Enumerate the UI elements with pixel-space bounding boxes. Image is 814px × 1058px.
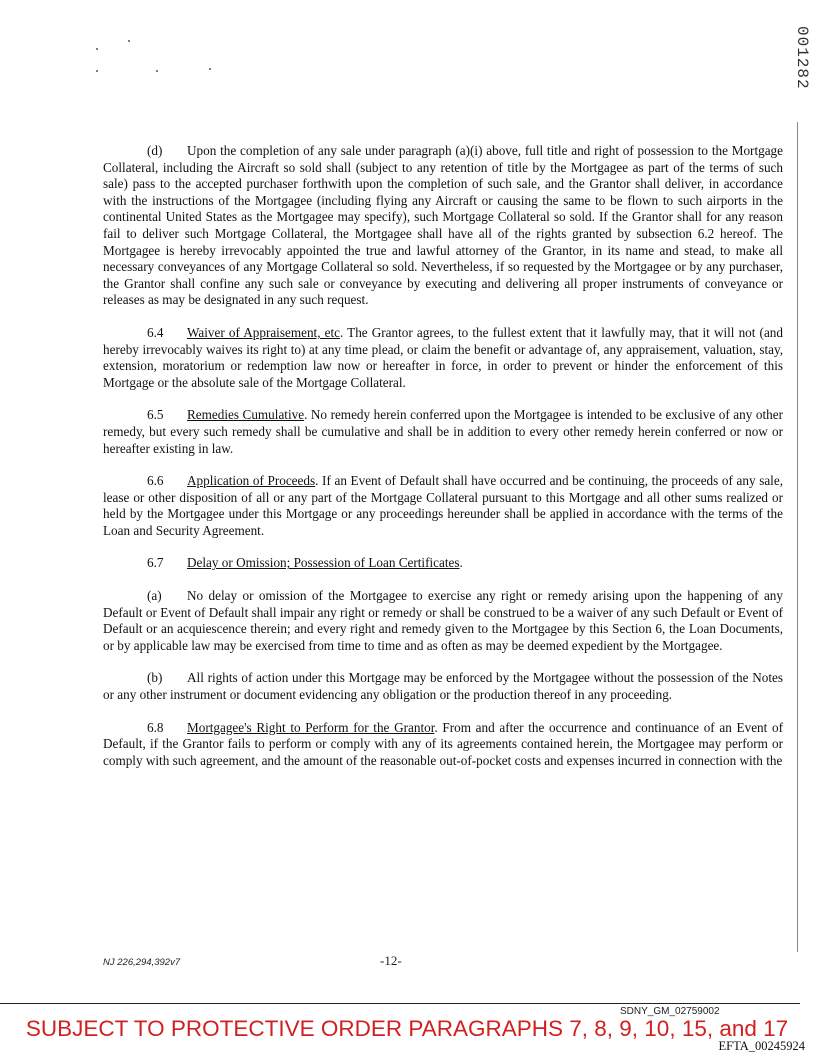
paragraph-b bbox=[103, 670, 783, 703]
paragraph-number: (a) bbox=[147, 588, 162, 604]
section-text: . The Grantor agrees, to the fullest extent that it lawfully may, that it will not (and hereby irrevocably waives its right to) at any time plead, or claim the benefit or advantage of, any appraisement, valuation, stay, extension, moratorium or redemption law now or hereafter in force, in order to prevent or hinder the enforcement of this Mortgage or the absolute sale of the Mortgage Collateral. bbox=[103, 324, 783, 390]
footer-rule bbox=[0, 1003, 800, 1004]
section-number: 6.8 bbox=[147, 719, 164, 735]
protective-order-notice: SUBJECT TO PROTECTIVE ORDER PARAGRAPHS 7, 8, 9, 10, 15, and 17 bbox=[25, 1016, 789, 1041]
section-title: Delay or Omission; Possession of Loan Certificates bbox=[187, 555, 460, 571]
efta-number: EFTA_00245924 bbox=[718, 1039, 805, 1053]
margin-rule bbox=[797, 122, 798, 952]
section-text: . If an Event of Default shall have occurred and be continuing, the proceeds of any sale, lease or other disposition of all or any part of the Mortgage Collateral pursuant to this Mortgage and all other sums realized or held by the Mortgagee under this Mortgage or any proceedings hereunder shall be applied in accordance with the terms of the Loan and Security Agreement. bbox=[103, 473, 783, 538]
scan-speck bbox=[96, 70, 98, 72]
section-6-7 bbox=[103, 555, 783, 572]
document-body bbox=[103, 143, 783, 785]
section-text: . From and after the occurrence and continuance of an Event of Default, if the Grantor fails to perform or comply with any of its agreements contained herein, the Mortgagee may perform or comply with such agreement, and the amount of the reasonable out-of-pocket costs and expenses incurred in connection with the bbox=[103, 719, 783, 768]
paragraph-text: Upon the completion of any sale under paragraph (a)(i) above, full title and right of possession to the Mortgage Collateral, including the Aircraft so sold shall (subject to any retention of title by the Mortgagee as part of the terms of such sale) pass to the accepted purchaser forthwith upon the completion of such sale, and the Grantor shall deliver, in accordance with the instructions of the Mortgagee (including flying any Aircraft or causing the same to be flown to such airports in the continental United States as the Mortgagee may specify), such Mortgage Collateral so sold. If the Grantor shall for any reason fail to deliver such Mortgage Collateral, the Mortgagee shall have all of the rights granted by subsection 6.2 hereof. The Mortgagee is hereby irrevocably appointed the true and lawful attorney of the Grantor, in its name and stead, to make all necessary conveyances of any Mortgage Collateral so sold. Nevertheless, if so requested by the Mortgagee or by any purchaser, the Grantor shall confine any such sale or conveyance by executing and delivering all proper instruments of conveyance or releases as may be designated in any such request. bbox=[103, 143, 783, 308]
paragraph-text: All rights of action under this Mortgage may be enforced by the Mortgagee without the possession of the Notes or any other instrument or document evidencing any obligation or the production thereof in any proceeding. bbox=[103, 670, 783, 703]
paragraph-number: (b) bbox=[147, 670, 163, 686]
section-number: 6.4 bbox=[147, 324, 164, 340]
paragraph-d bbox=[103, 143, 783, 309]
section-title: Application of Proceeds bbox=[187, 473, 316, 489]
section-number: 6.7 bbox=[147, 555, 164, 571]
bates-stamp-bottom: SDNY_GM_02759002 bbox=[620, 1006, 720, 1017]
section-title: Remedies Cumulative bbox=[187, 407, 305, 423]
section-6-4 bbox=[103, 325, 783, 391]
section-6-8 bbox=[103, 720, 783, 770]
paragraph-text: No delay or omission of the Mortgagee to exercise any right or remedy arising upon the happening of any Default or Event of Default shall impair any right or remedy or shall be construed to be a waiver of any such Default or Event of Default or an acquiescence therein; and every right and remedy given to the Mortgagee by this Section 6, the Loan Documents, or by applicable law may be exercised from time to time and as often as may be deemed expedient by the Mortgagee. bbox=[103, 588, 783, 653]
scan-speck bbox=[156, 70, 158, 72]
section-title: Waiver of Appraisement, etc bbox=[187, 324, 340, 340]
section-number: 6.5 bbox=[147, 407, 164, 423]
scan-speck bbox=[209, 68, 211, 70]
section-6-5 bbox=[103, 407, 783, 457]
section-text: . No remedy herein conferred upon the Mortgagee is intended to be exclusive of any other remedy, but every such remedy shall be cumulative and shall be in addition to every other remedy herein conferred or now or hereafter existing in law. bbox=[103, 407, 783, 456]
section-text: . bbox=[459, 555, 463, 571]
section-6-6 bbox=[103, 473, 783, 539]
section-title: Mortgagee's Right to Perform for the Grantor bbox=[187, 719, 435, 735]
bates-stamp-top: 001282 bbox=[793, 26, 811, 90]
scan-speck bbox=[96, 48, 98, 50]
document-id: NJ 226,294,392v7 bbox=[103, 957, 181, 968]
paragraph-number: (d) bbox=[147, 143, 163, 158]
page-number: -12- bbox=[380, 953, 402, 968]
section-number: 6.6 bbox=[147, 473, 164, 489]
paragraph-a bbox=[103, 588, 783, 654]
scan-speck bbox=[128, 40, 130, 42]
